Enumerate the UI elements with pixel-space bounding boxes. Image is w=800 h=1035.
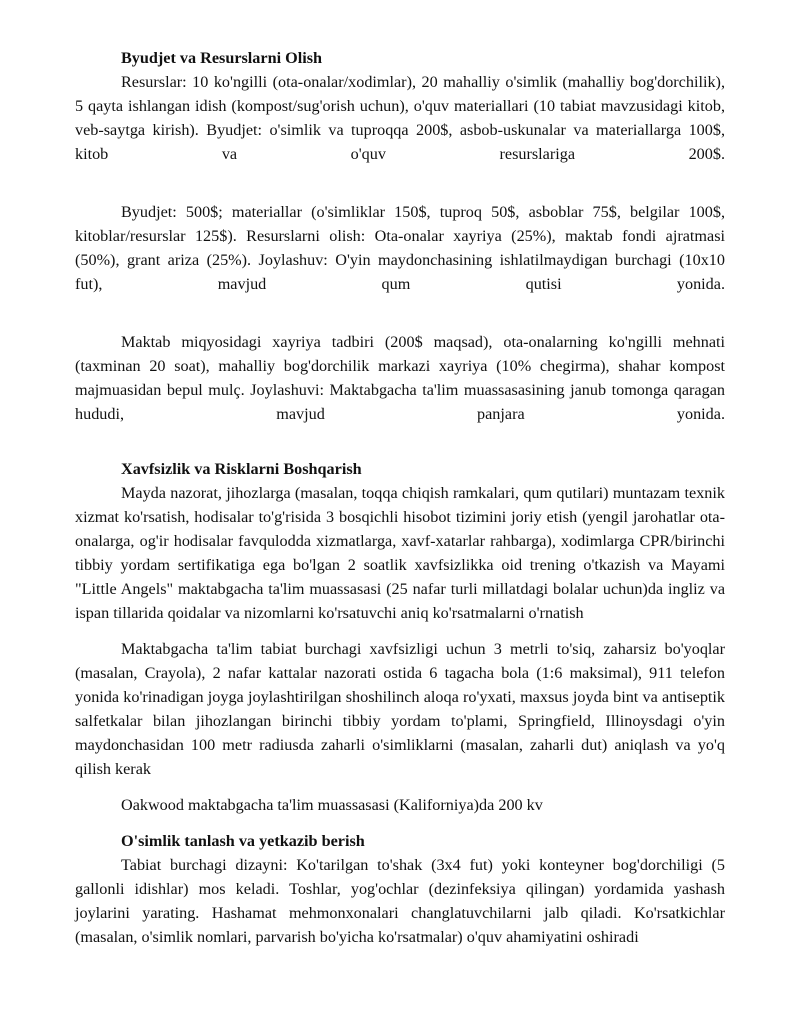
section-heading-safety: Xavfsizlik va Risklarni Boshqarish <box>121 460 362 478</box>
paragraph-nature-corner-design: Tabiat burchagi dizayni: Ko'tarilgan to'shak (3x4 fut) yoki konteyner bog'dorchiligi (5 gallonli idishlar) mos keladi. Toshlar, yog'ochlar (dezinfeksiya qilingan) yordamida yashash joylarini yarating. Hashamat mehmonxonalari changlatuvchilarni jalb qiladi. Ko'rsatkichlar (masalan, o'simlik nomlari, parvarish bo'yicha ko'rsatmalar) o'quv ahamiyatini oshiradi <box>75 856 725 946</box>
paragraph-fundraising: Maktab miqyosidagi xayriya tadbiri (200$ maqsad), ota-onalarning ko'ngilli mehnati (taxminan 20 soat), mahalliy bog'dorchilik markazi xayriya (10% chegirma), shahar kompost majmuasidan bepul mulç. Joylashuvi: Maktabgacha ta'lim muassasasining janub tomonga qaragan hududi, mavjud panjara yonida. <box>75 333 725 423</box>
paragraph-nature-corner-safety: Maktabgacha ta'lim tabiat burchagi xavfsizligi uchun 3 metrli to'siq, zaharsiz bo'yoqlar (masalan, Crayola), 2 nafar kattalar nazorati ostida 6 tagacha bola (1:6 maksimal), 911 telefon yonida ko'rinadigan joyga joylashtirilgan shoshilinch aloqa ro'yxati, maxsus joyda bint va antiseptik salfetkalar bilan jihozlangan birinchi tibbiy yordam to'plami, Springfield, Illinoysdagi o'yin maydonchasidan 100 metr radiusda zaharli o'simliklarni (masalan, zaharli dut) aniqlash va yo'q qilish kerak <box>75 640 725 778</box>
paragraph-resources: Resurslar: 10 ko'ngilli (ota-onalar/xodimlar), 20 mahalliy o'simlik (mahalliy bog'dorchilik), 5 qayta ishlangan idish (kompost/sug'orish uchun), o'quv materiallari (10 tabiat mavzusidagi kitob, veb-saytga kirish). Byudjet: o'simlik va tuproqqa 200$, asbob-uskunalar va materiallarga 100$, kitob va o'quv resurslariga 200$. <box>75 73 725 163</box>
section-heading-budget: Byudjet va Resurslarni Olish <box>121 49 323 67</box>
paragraph-supervision: Mayda nazorat, jihozlarga (masalan, toqqa chiqish ramkalari, qum qutilari) muntazam texnik xizmat ko'rsatish, hodisalar to'g'risida 3 bosqichli hisobot tizimini joriy etish (yengil jarohatlar ota-onalarga, og'ir hodisalar favqulodda xizmatlarga, xavf-xatarlar rahbarga), xodimlarga CPR/birinchi tibbiy yordam sertifikatiga ega bo'lgan 2 soatlik xavfsizlikka oid trening o'tkazish va Mayami "Little Angels" maktabgacha ta'lim muassasasi (25 nafar turli millatdagi bolalar uchun)da ingliz va ispan tillarida qoidalar va nizomlarni ko'rsatuvchi aniq ko'rsatmalarni o'rnatish <box>75 484 725 622</box>
section-heading-plants: O'simlik tanlash va yetkazib berish <box>121 832 365 850</box>
paragraph-oakwood: Oakwood maktabgacha ta'lim muassasasi (Kaliforniya)da 200 kv <box>121 796 543 814</box>
document-page <box>75 46 725 949</box>
paragraph-budget: Byudjet: 500$; materiallar (o'simliklar 150$, tuproq 50$, asboblar 75$, belgilar 100$, kitoblar/resurslar 125$). Resurslarni olish: Ota-onalar xayriya (25%), maktab fondi ajratmasi (50%), grant ariza (25%). Joylashuv: O'yin maydonchasining ishlatilmaydigan burchagi (10x10 fut), mavjud qum qutisi yonida. <box>75 203 725 293</box>
